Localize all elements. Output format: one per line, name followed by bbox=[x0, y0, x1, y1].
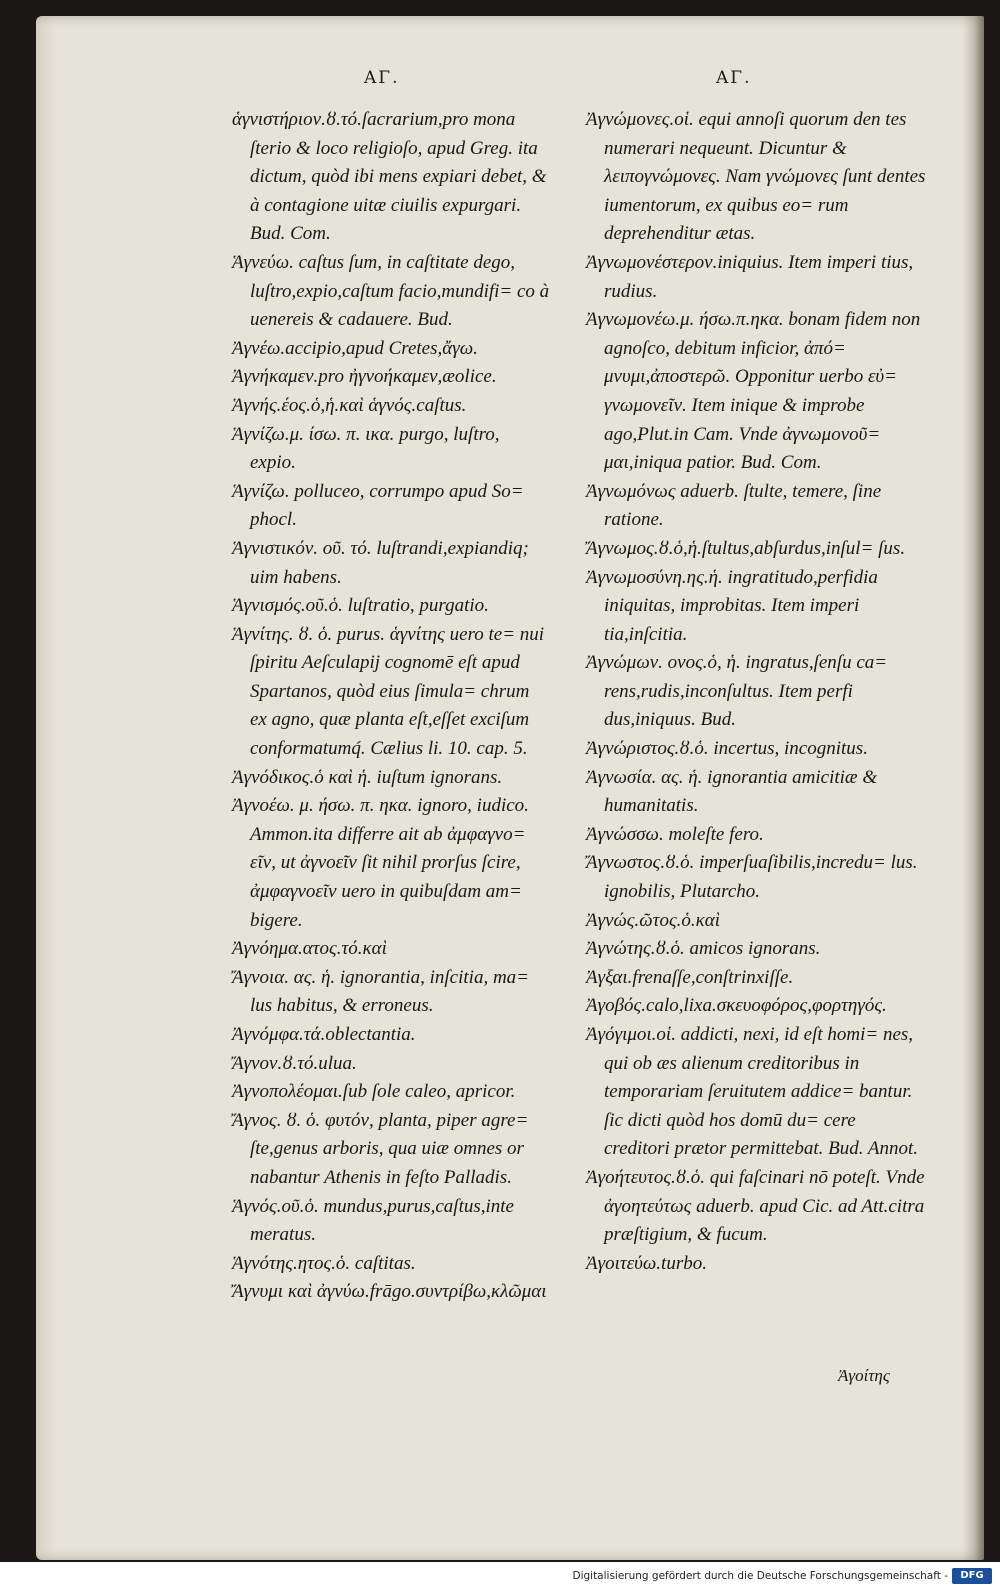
dictionary-entry: Ἀγόγιμοι.οἱ. addicti, nexi, id eſt homi= nes, qui ob æs alienum creditoribus in temporariam ſeruitutem addice= bantur. ſic dicti quòd hos domū du= cere creditori prætor permittebat. Bud. Annot. bbox=[586, 1024, 919, 1160]
dfg-logo[interactable]: DFG bbox=[952, 1568, 992, 1584]
dictionary-entry: Ἄγνωστος.ȣ.ὁ. imperſuaſibilis,incredu= lus. ignobilis, Plutarcho. bbox=[586, 852, 918, 903]
dictionary-entry: Ἁγνισμός.οῦ.ὁ. luſtratio, purgatio. bbox=[232, 595, 489, 617]
dictionary-entry: Ἀγνόημα.ατος.τό.καὶ bbox=[232, 938, 387, 960]
dictionary-entry: Ἁγνίζω.μ. ίσω. π. ικα. purgo, luſtro, expio. bbox=[232, 423, 500, 474]
dictionary-entry: Ἀγοβός.calo,lixa.σκευοφόρος,φορτηγός. bbox=[586, 995, 887, 1017]
dictionary-entry: Ἄγνος. ȣ. ὁ. φυτόν, planta, piper agre= ſte,genus arboris, qua uiæ omnes or nabantur Athenis in feſto Palladis. bbox=[232, 1109, 529, 1188]
dictionary-entry: Ἄγνον.ȣ.τό.ulua. bbox=[232, 1052, 357, 1074]
dictionary-entry: Ἀγοιτεύω.turbo. bbox=[586, 1252, 707, 1274]
dictionary-entry: Ἁγνής.έος.ὁ,ἡ.καὶ ἁγνός.caſtus. bbox=[232, 394, 467, 416]
dictionary-entry: Ἀγοήτευτος.ȣ.ὁ. qui faſcinari nō poteſt. Vnde ἀγοητεύτως aduerb. apud Cic. ad Att.citra præſtigium, & fucum. bbox=[586, 1166, 925, 1246]
running-header-left: ΑΓ. bbox=[364, 68, 400, 88]
left-column bbox=[232, 106, 550, 1307]
dictionary-entry: Ἀγνώς.ῶτος.ὁ.καὶ bbox=[586, 909, 721, 931]
dictionary-entry: Ἄγνυμι καὶ ἀγνύω.frāgo.συντρίβω,κλῶμαι bbox=[232, 1281, 547, 1303]
dictionary-entry: Ἀγνώτης.ȣ.ὁ. amicos ignorans. bbox=[586, 938, 821, 960]
dictionary-entry: Ἀγνώριστος.ȣ.ὁ. incertus, incognitus. bbox=[586, 738, 868, 760]
dictionary-entry: Ἀγνωμόνως aduerb. ſtulte, temere, ſine ratione. bbox=[586, 480, 882, 531]
dictionary-entry: Ἁγνίτης. ȣ. ὁ. purus. ἁγνίτης uero te= nui ſpiritu Aeſculapij cognomē eſt apud Spartanos, quòd eius ſimula= chrum ex agno, quæ planta eſt,eſſet exciſum conformatumq́. Cælius li. 10. cap. 5. bbox=[232, 623, 545, 760]
dictionary-entry: ἁγνιστήριον.ȣ.τό.ſacrarium,pro mona ſterio & loco religioſo, apud Greg. ita dictum, quòd ibi mens expiari debet, & à contagione uitæ ciuilis expurgari. Bud. Com. bbox=[232, 109, 547, 245]
dictionary-entry: Ἀγξαι.frenaſſe,conſtrinxiſſe. bbox=[586, 966, 794, 988]
dictionary-entry: Ἀγνωσία. ας. ἡ. ignorantia amicitiæ & humanitatis. bbox=[586, 766, 878, 817]
dictionary-entry: Ἁγνιστικόν. οῦ. τό. luſtrandi,expiandiq; uim habens. bbox=[232, 537, 529, 588]
dictionary-entry: Ἀγνέω.accipio,apud Cretes,ἄγω. bbox=[232, 337, 478, 359]
dictionary-entry: Ἁγνεύω. caſtus ſum, in caſtitate dego, luſtro,expio,caſtum facio,mundifi= co à uenereis & cadauere. Bud. bbox=[232, 251, 550, 331]
dictionary-entry: Ἀγνόμφα.τά.oblectantia. bbox=[232, 1024, 416, 1045]
dictionary-entry: Ἀγνώμονες.οἱ. equi annoſi quorum den tes numerari nequeunt. Dicuntur & λειπογνώμονες. Nam γνώμονες ſunt dentes iumentorum, ex quibus eo= rum deprehenditur ætas. bbox=[586, 109, 926, 245]
dictionary-entry: Ἀγνωμονέστερον.iniquius. Item imperi tius, rudius. bbox=[586, 251, 914, 302]
dictionary-entry: Ἀγνοέω. μ. ήσω. π. ηκα. ignoro, iudico. Ammon.ita differre ait ab ἀμφαγνο= εῖν, ut ἀγνοεῖν ſit nihil prorſus ſcire, ἀμφαγνοεῖν uero in quibuſdam am= bigere. bbox=[232, 795, 529, 931]
dictionary-entry: Ἄγνωμος.ȣ.ὁ,ἡ.ſtultus,abſurdus,inſul= ſus. bbox=[586, 537, 906, 559]
dictionary-entry: Ἀγνώσσω. moleſte fero. bbox=[586, 823, 764, 845]
funding-credit: Digitalisierung gefördert durch die Deutsche Forschungsgemeinschaft - bbox=[572, 1570, 948, 1582]
dictionary-entry: Ἀγνωμονέω.μ. ήσω.π.ηκα. bonam fidem non agnoſco, debitum inficior, ἀπό= μνυμι,ἀποστερῶ. Opponitur uerbo εὐ= γνωμονεῖν. Item inique & improbe ago,Plut.in Cam. Vnde ἀγνωμονοῦ= μαι,iniqua patior. Bud. Com. bbox=[586, 309, 921, 474]
dictionary-entry: Ἄγνοια. ας. ἡ. ignorantia, inſcitia, ma= lus habitus, & erroneus. bbox=[232, 966, 529, 1017]
right-column bbox=[586, 106, 926, 1278]
dictionary-entry: Ἀγνωμοσύνη.ης.ἡ. ingratitudo,perfidia iniquitas, improbitas. Item imperi tia,inſcitia. bbox=[586, 566, 878, 645]
dictionary-entry: Ἀγνήκαμεν.pro ἠγνοήκαμεν,æolice. bbox=[232, 366, 497, 388]
dictionary-entry: Ἀγνοπολέομαι.ſub ſole caleo, apricor. bbox=[232, 1081, 516, 1103]
dictionary-entry: Ἁγνίζω. polluceo, corrumpo apud So= phocl. bbox=[232, 480, 524, 531]
page-gutter-shadow bbox=[962, 16, 984, 1560]
running-header-right: ΑΓ. bbox=[716, 68, 752, 88]
catchword: Ἀγοίτης bbox=[838, 1366, 890, 1385]
dictionary-entry: Ἀγνόδικος.ὁ καὶ ἡ. iuſtum ignorans. bbox=[232, 766, 503, 788]
dictionary-entry: Ἁγνός.οῦ.ὁ. mundus,purus,caſtus,inte meratus. bbox=[232, 1195, 514, 1246]
dictionary-entry: Ἀγνώμων. ονος.ὁ, ἡ. ingratus,ſenſu ca= rens,rudis,inconſultus. Item perfi dus,iniquus. Bud. bbox=[586, 652, 888, 731]
dictionary-entry: Ἁγνότης.ητος.ὁ. caſtitas. bbox=[232, 1252, 416, 1274]
